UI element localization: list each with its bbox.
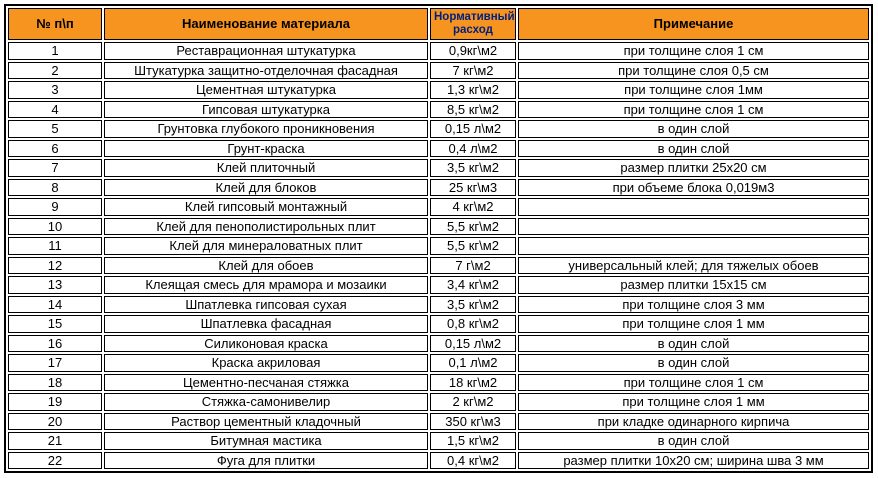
row-number-cell: 9 (8, 198, 102, 216)
row-number-cell: 3 (8, 81, 102, 99)
rate-cell: 0,4 л\м2 (430, 140, 516, 158)
table-body (8, 42, 869, 469)
rate-cell: 0,1 л\м2 (430, 354, 516, 372)
table-row (8, 140, 869, 158)
material-cell: Клей для пенополистирольных плит (104, 218, 428, 236)
row-number-cell: 4 (8, 101, 102, 119)
note-cell: в один слой (518, 354, 869, 372)
table-row (8, 179, 869, 197)
material-cell: Клей гипсовый монтажный (104, 198, 428, 216)
row-number-cell: 10 (8, 218, 102, 236)
material-cell: Фуга для плитки (104, 452, 428, 470)
material-cell: Клеящая смесь для мрамора и мозаики (104, 276, 428, 294)
note-cell: при толщине слоя 1мм (518, 81, 869, 99)
note-cell: при толщине слоя 0,5 см (518, 62, 869, 80)
table-row (8, 218, 869, 236)
rate-cell: 7 кг\м2 (430, 62, 516, 80)
material-cell: Шпатлевка гипсовая сухая (104, 296, 428, 314)
row-number-cell: 6 (8, 140, 102, 158)
note-cell (518, 218, 869, 236)
material-cell: Клей для обоев (104, 257, 428, 275)
table-row (8, 42, 869, 60)
material-cell: Штукатурка защитно-отделочная фасадная (104, 62, 428, 80)
material-cell: Гипсовая штукатурка (104, 101, 428, 119)
rate-cell: 18 кг\м2 (430, 374, 516, 392)
rate-cell: 0,9кг\м2 (430, 42, 516, 60)
table-row (8, 296, 869, 314)
rate-cell: 0,15 л\м2 (430, 120, 516, 138)
note-cell (518, 237, 869, 255)
material-cell: Реставрационная штукатурка (104, 42, 428, 60)
rate-cell: 0,8 кг\м2 (430, 315, 516, 333)
table-row (8, 315, 869, 333)
row-number-cell: 1 (8, 42, 102, 60)
material-cell: Цементная штукатурка (104, 81, 428, 99)
rate-cell: 5,5 кг\м2 (430, 218, 516, 236)
rate-cell: 25 кг\м3 (430, 179, 516, 197)
rate-cell: 3,5 кг\м2 (430, 159, 516, 177)
row-number-cell: 7 (8, 159, 102, 177)
rate-cell: 3,5 кг\м2 (430, 296, 516, 314)
material-cell: Клей для минераловатных плит (104, 237, 428, 255)
note-cell: в один слой (518, 120, 869, 138)
material-cell: Раствор цементный кладочный (104, 413, 428, 431)
row-number-cell: 20 (8, 413, 102, 431)
row-number-cell: 16 (8, 335, 102, 353)
row-number-cell: 22 (8, 452, 102, 470)
table-row (8, 393, 869, 411)
table-row (8, 198, 869, 216)
row-number-cell: 17 (8, 354, 102, 372)
col-header-rate: Нормативный расход (430, 8, 516, 40)
row-number-cell: 5 (8, 120, 102, 138)
note-cell: в один слой (518, 432, 869, 450)
rate-cell: 8,5 кг\м2 (430, 101, 516, 119)
row-number-cell: 11 (8, 237, 102, 255)
note-cell: при толщине слоя 1 мм (518, 315, 869, 333)
table-row (8, 81, 869, 99)
note-cell: размер плитки 15х15 см (518, 276, 869, 294)
table-row (8, 159, 869, 177)
material-cell: Клей для блоков (104, 179, 428, 197)
row-number-cell: 13 (8, 276, 102, 294)
row-number-cell: 18 (8, 374, 102, 392)
note-cell: универсальный клей; для тяжелых обоев (518, 257, 869, 275)
rate-cell: 2 кг\м2 (430, 393, 516, 411)
row-number-cell: 14 (8, 296, 102, 314)
material-cell: Краска акриловая (104, 354, 428, 372)
note-cell: при толщине слоя 1 см (518, 101, 869, 119)
rate-cell: 0,4 кг\м2 (430, 452, 516, 470)
rate-cell: 1,3 кг\м2 (430, 81, 516, 99)
note-cell: в один слой (518, 335, 869, 353)
row-number-cell: 19 (8, 393, 102, 411)
note-cell: при толщине слоя 1 см (518, 42, 869, 60)
table-row (8, 276, 869, 294)
table-row (8, 62, 869, 80)
rate-cell: 4 кг\м2 (430, 198, 516, 216)
table-row (8, 432, 869, 450)
rate-cell: 0,15 л\м2 (430, 335, 516, 353)
material-cell: Битумная мастика (104, 432, 428, 450)
material-cell: Силиконовая краска (104, 335, 428, 353)
note-cell: размер плитки 25х20 см (518, 159, 869, 177)
materials-table (4, 4, 873, 473)
note-cell: размер плитки 10х20 см; ширина шва 3 мм (518, 452, 869, 470)
header-row (8, 8, 869, 40)
rate-cell: 350 кг\м3 (430, 413, 516, 431)
table-row (8, 120, 869, 138)
material-cell: Клей плиточный (104, 159, 428, 177)
material-cell: Грунтовка глубокого проникновения (104, 120, 428, 138)
note-cell: в один слой (518, 140, 869, 158)
row-number-cell: 15 (8, 315, 102, 333)
row-number-cell: 2 (8, 62, 102, 80)
col-header-material: Наименование материала (104, 8, 428, 40)
col-header-number: № п\п (8, 8, 102, 40)
table-row (8, 237, 869, 255)
row-number-cell: 12 (8, 257, 102, 275)
note-cell: при толщине слоя 3 мм (518, 296, 869, 314)
rate-cell: 5,5 кг\м2 (430, 237, 516, 255)
note-cell: при толщине слоя 1 см (518, 374, 869, 392)
table-row (8, 374, 869, 392)
col-header-note: Примечание (518, 8, 869, 40)
material-cell: Стяжка-самонивелир (104, 393, 428, 411)
material-cell: Цементно-песчаная стяжка (104, 374, 428, 392)
note-cell (518, 198, 869, 216)
table-row (8, 413, 869, 431)
note-cell: при толщине слоя 1 мм (518, 393, 869, 411)
row-number-cell: 8 (8, 179, 102, 197)
table-row (8, 101, 869, 119)
table-row (8, 257, 869, 275)
rate-cell: 3,4 кг\м2 (430, 276, 516, 294)
table-row (8, 335, 869, 353)
table-row (8, 452, 869, 470)
row-number-cell: 21 (8, 432, 102, 450)
material-cell: Грунт-краска (104, 140, 428, 158)
rate-cell: 7 г\м2 (430, 257, 516, 275)
material-cell: Шпатлевка фасадная (104, 315, 428, 333)
note-cell: при кладке одинарного кирпича (518, 413, 869, 431)
rate-cell: 1,5 кг\м2 (430, 432, 516, 450)
note-cell: при объеме блока 0,019м3 (518, 179, 869, 197)
table-row (8, 354, 869, 372)
